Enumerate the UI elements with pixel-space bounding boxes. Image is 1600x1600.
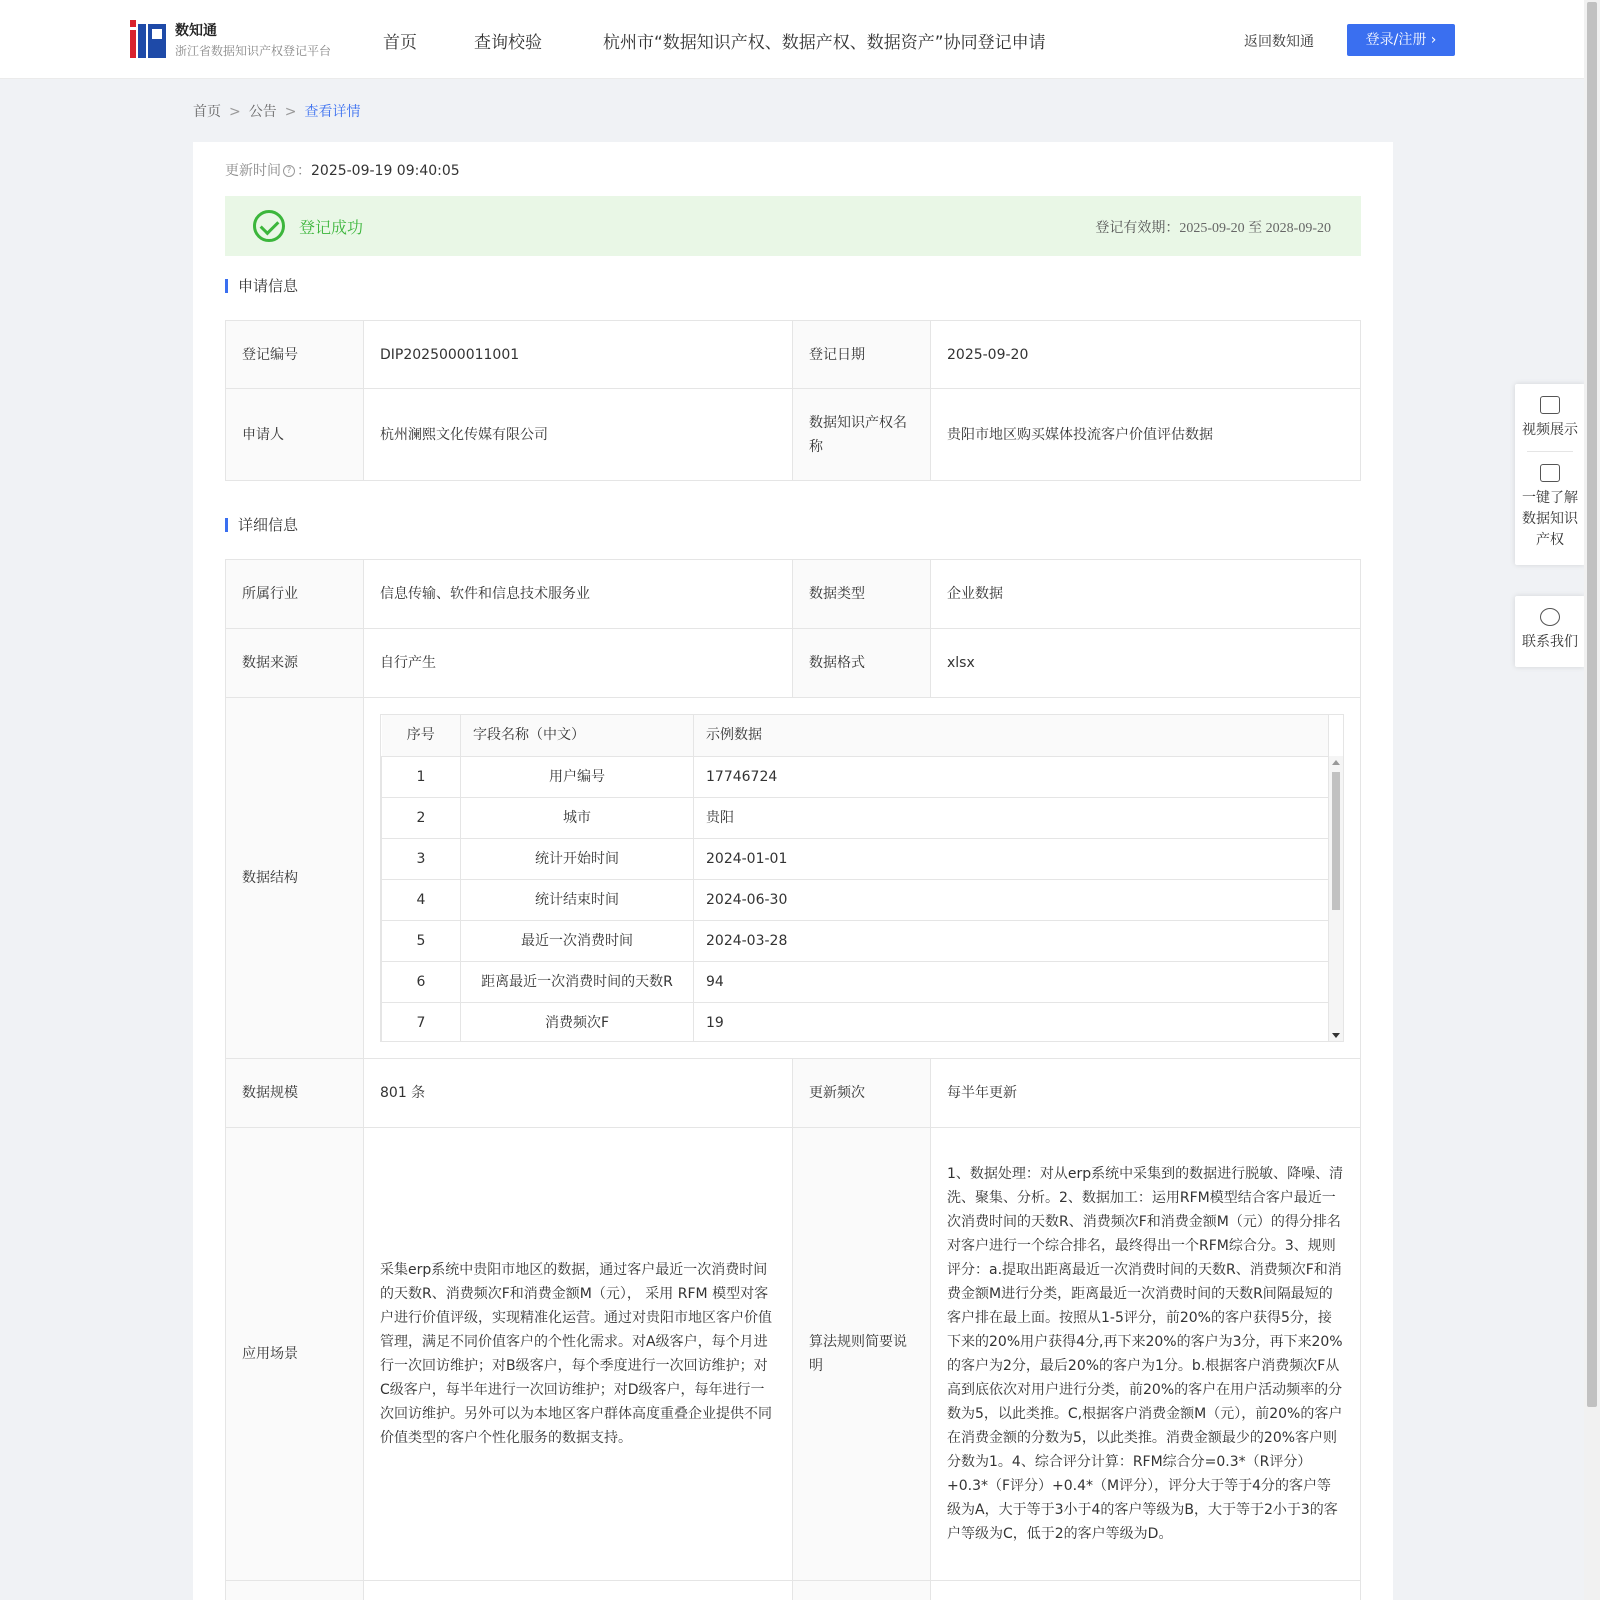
float-contact-panel[interactable] [1515,596,1585,667]
back-to-shuzhitong-link[interactable]: 返回数知通 [1244,34,1314,50]
breadcrumb-current: 查看详情 [304,104,361,120]
structure-table-scrollbar[interactable] [1328,756,1343,1042]
update-freq-label: 更新频次 [793,1059,931,1128]
video-showcase-button[interactable] [1515,396,1585,441]
registration-status-banner [225,196,1361,256]
scroll-down-icon[interactable] [1332,1033,1340,1038]
data-source-label: 数据来源 [226,629,364,698]
data-scale-value: 801 条 [364,1059,793,1128]
table-row [226,1128,1361,1581]
video-showcase-label: 视频展示 [1522,422,1578,438]
data-format-label: 数据格式 [793,629,931,698]
row-index: 4 [382,879,461,920]
update-time-label: 更新时间 [225,163,281,179]
ip-name-value: 贵阳市地区购买媒体投流客户价值评估数据 [931,389,1361,481]
row-index: 1 [382,756,461,797]
row-field-name: 消费频次F [461,1002,694,1042]
apply-info-table [225,320,1361,481]
table-row [226,1581,1361,1600]
status-text: 登记成功 [299,218,364,237]
success-check-icon [253,210,285,242]
data-format-value: xlsx [931,629,1361,698]
row-index: 6 [382,961,461,1002]
reg-date-label: 登记日期 [793,321,931,389]
table-row [226,698,1361,1059]
data-structure-table [380,714,1344,1042]
row-sample-value: 2024-06-30 [694,879,1329,920]
algorithm-label: 算法规则简要说明 [793,1128,931,1581]
row-index: 5 [382,920,461,961]
row-sample-value: 19 [694,1002,1329,1042]
book-icon [1540,464,1560,482]
row-sample-value: 94 [694,961,1329,1002]
row-sample-value: 17746724 [694,756,1329,797]
data-source-value: 自行产生 [364,629,793,698]
update-freq-value: 每半年更新 [931,1059,1361,1128]
list-item [382,961,1329,1002]
video-icon [1540,396,1560,414]
breadcrumb: 首页 > 公告 > 查看详情 [193,104,361,120]
float-video-panel[interactable] [1515,384,1585,565]
nav-query-verify[interactable]: 查询校验 [474,33,542,53]
validity-period [1095,217,1331,237]
logo-subtitle: 浙江省数据知识产权登记平台 [175,44,332,58]
help-icon[interactable]: ? [283,165,295,177]
scroll-thumb[interactable] [1332,772,1340,910]
industry-value: 信息传输、软件和信息技术服务业 [364,560,793,629]
list-item [382,1002,1329,1042]
col-header-sample: 示例数据 [694,715,1329,756]
row-index: 7 [382,1002,461,1042]
login-register-button[interactable]: 登录/注册 › [1347,24,1455,56]
reg-date-value: 2025-09-20 [931,321,1361,389]
apply-section-title: 申请信息 [225,279,298,293]
list-item [382,838,1329,879]
row-sample-value: 2024-03-28 [694,920,1329,961]
phone-icon [1540,608,1560,626]
col-header-field-name: 字段名称（中文） [461,715,694,756]
detail-info-table [225,559,1361,1600]
data-structure-label: 数据结构 [226,698,364,1059]
list-item [382,879,1329,920]
list-item [382,797,1329,838]
nav-hangzhou-registration[interactable]: 杭州市“数据知识产权、数据产权、数据资产”协同登记申请 [603,33,1046,53]
page-scrollbar[interactable] [1584,0,1600,1600]
update-time-value: 2025-09-19 09:40:05 [311,163,460,179]
row-index: 3 [382,838,461,879]
row-field-name: 城市 [461,797,694,838]
industry-label: 所属行业 [226,560,364,629]
validity-dates: 2025-09-20 至 2028-09-20 [1179,221,1331,236]
table-row [226,1059,1361,1128]
list-item [382,756,1329,797]
ip-name-label: 数据知识产权名称 [793,389,931,481]
table-row [226,321,1361,389]
platform-logo-icon[interactable] [130,20,166,58]
update-time-row: 更新时间 ? ：2025-09-19 09:40:05 [225,163,460,179]
col-header-index: 序号 [382,715,461,756]
reg-number-value: DIP2025000011001 [364,321,793,389]
row-sample-value: 贵阳 [694,797,1329,838]
logo-name[interactable]: 数知通 [175,23,217,39]
validity-label: 登记有效期： [1095,220,1180,236]
data-type-label: 数据类型 [793,560,931,629]
reg-number-label: 登记编号 [226,321,364,389]
breadcrumb-home[interactable]: 首页 [193,104,221,120]
list-item [382,920,1329,961]
scenario-label: 应用场景 [226,1128,364,1581]
data-type-value: 企业数据 [931,560,1361,629]
contact-us-button[interactable] [1515,608,1585,653]
table-row [226,629,1361,698]
row-field-name: 用户编号 [461,756,694,797]
applicant-value: 杭州澜熙文化传媒有限公司 [364,389,793,481]
row-field-name: 统计结束时间 [461,879,694,920]
detail-section-title: 详细信息 [225,518,298,532]
applicant-label: 申请人 [226,389,364,481]
table-row [226,389,1361,481]
scenario-value: 采集erp系统中贵阳市地区的数据，通过客户最近一次消费时间的天数R、消费频次F和消费金额M（元）， 采用 RFM 模型对客户进行价值评级，实现精准化运营。通过对贵阳市地区客户价值管理，满足不同价值客户的个性化需求。对A级客户，每个月进行一次回访维护；对B级客户，每个季度进行一次回访维护；对C级客户，每半年进行一次回访维护；对D级客户，每年进行一次回访维护。另外可以为本地区客户群体高度重叠企业提供不同价值类型的客户个性化服务的数据支持。 [364,1128,793,1581]
page-scroll-thumb[interactable] [1587,2,1597,1407]
scroll-up-icon[interactable] [1332,760,1340,765]
row-field-name: 统计开始时间 [461,838,694,879]
data-structure-cell [364,698,1361,1059]
breadcrumb-announcement[interactable]: 公告 [248,104,277,120]
algorithm-value: 1、数据处理：对从erp系统中采集到的数据进行脱敏、降噪、清洗、聚集、分析。2、数据加工：运用RFM模型结合客户最近一次消费时间的天数R、消费频次F和消费金额M（元）的得分排名对客户进行一个综合排名，最终得出一个RFM综合分。3、规则评分：a.提取出距离最近一次消费时间的天数R、消费频次F和消费金额M进行分类，距离最近一次消费时间的天数R间隔最短的客户排在最上面。按照从1-5评分，前20%的客户获得5分，接下来的20%用户获得4分,再下来20%的客户为3分，再下来20%的客户为2分，最后20%的客户为1分。b.根据客户消费频次F从高到底依次对用户进行分类，前20%的客户在用户活动频率的分数为5，以此类推。C,根据客户消费金额M（元），前20%的客户在消费金额的分数为5，以此类推。消费金额最少的20%客户则分数为1。4、综合评分计算：RFM综合分=0.3*（R评分）+0.3*（F评分）+0.4*（M评分），评分大于等于4分的客户等级为A，大于等于3小于4的客户等级为B，大于等于2小于3的客户等级为C，低于2的客户等级为D。 [931,1128,1361,1581]
learn-ip-button[interactable] [1515,452,1585,551]
row-sample-value: 2024-01-01 [694,838,1329,879]
data-scale-label: 数据规模 [226,1059,364,1128]
contact-us-label: 联系我们 [1522,634,1578,650]
nav-home[interactable]: 首页 [383,33,417,53]
row-field-name: 最近一次消费时间 [461,920,694,961]
learn-ip-label: 一键了解数据知识产权 [1522,490,1578,548]
row-field-name: 距离最近一次消费时间的天数R [461,961,694,1002]
top-header [0,0,1584,79]
table-row [226,560,1361,629]
detail-card [193,142,1393,1600]
row-index: 2 [382,797,461,838]
